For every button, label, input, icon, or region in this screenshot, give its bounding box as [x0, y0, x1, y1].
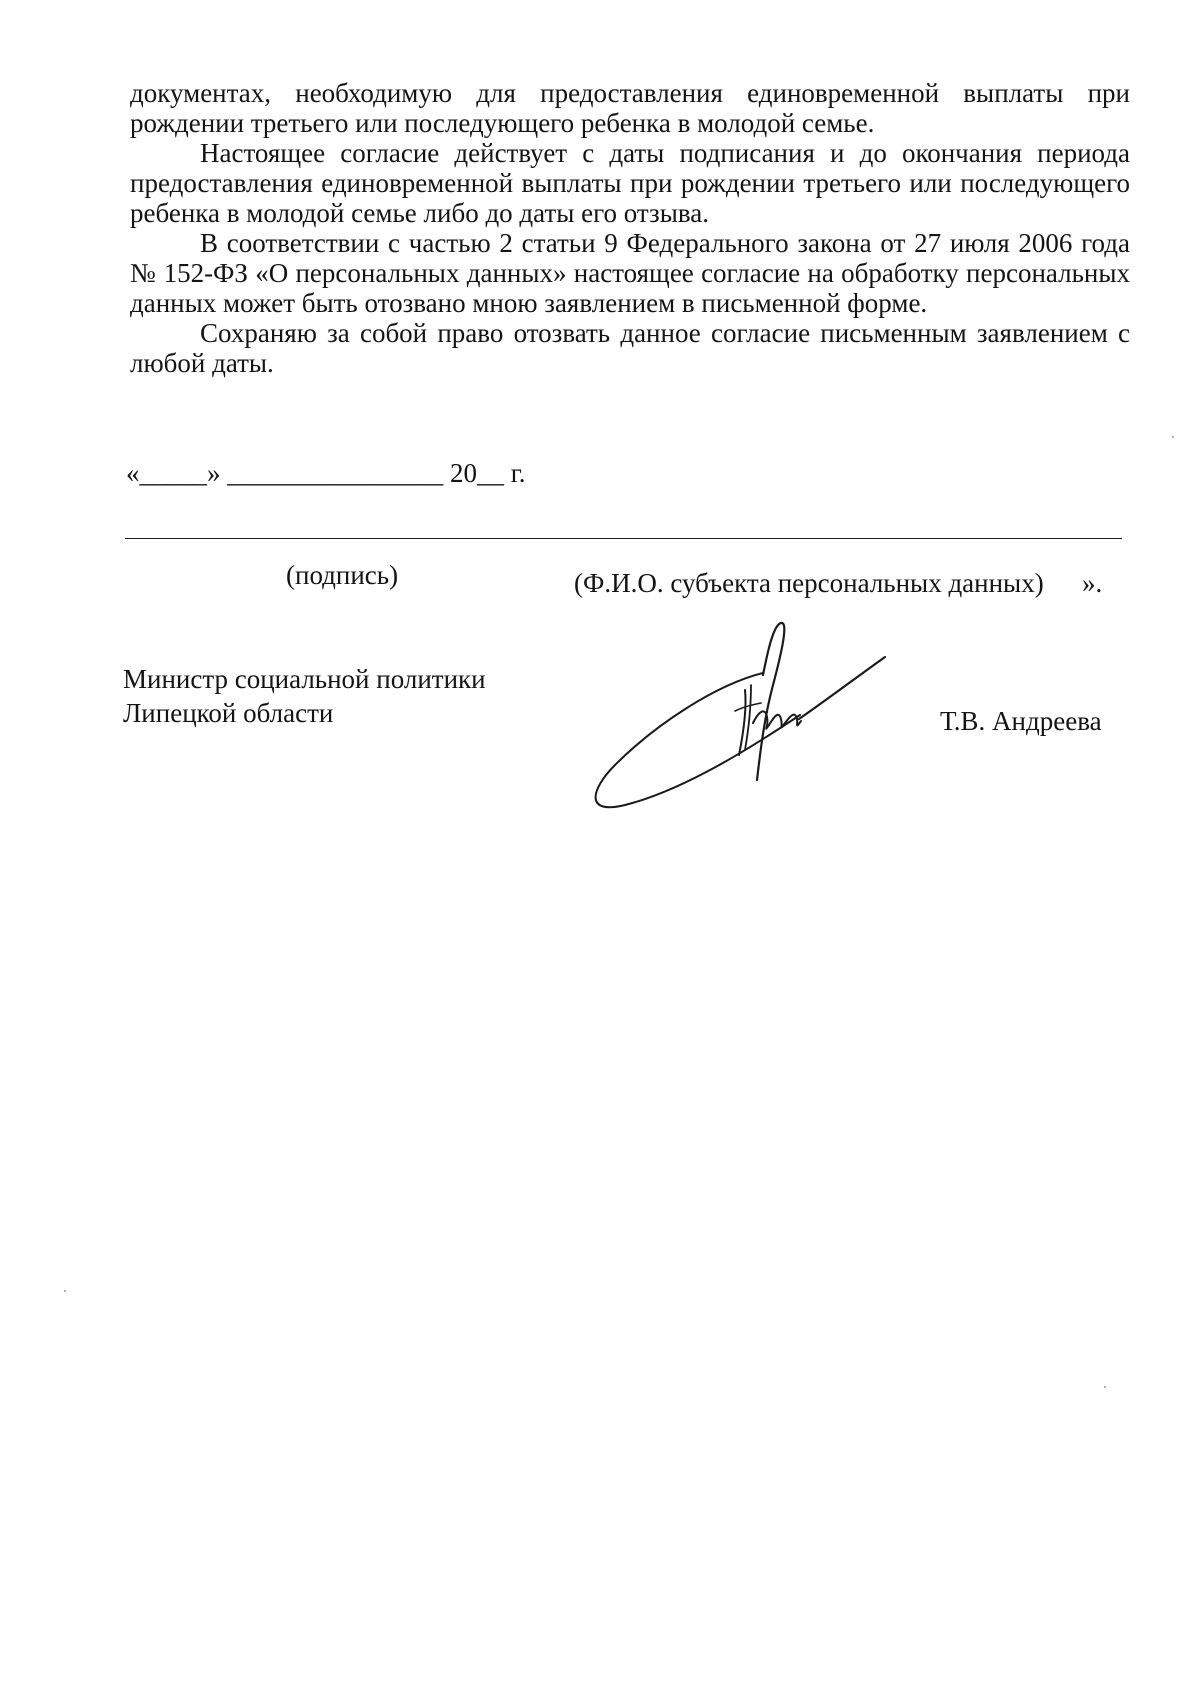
date-field-line: «_____» ________________ 20__ г.: [126, 458, 526, 488]
minister-title: [123, 662, 486, 730]
minister-title-line-2: Липецкой области: [123, 698, 334, 728]
paragraph-law-reference: В соответствии с частью 2 статьи 9 Федерального закона от 27 июля 2006 года № 152-ФЗ «О персональных данных» настоящее согласие на обработку персональных данных может быть отозвано мною заявлением в письменной форме.: [130, 228, 1130, 318]
paragraph-continuation: документах, необходимую для предоставления единовременной выплаты при рождении третьего или последующего ребенка в молодой семье.: [130, 78, 1130, 138]
minister-title-line-1: Министр социальной политики: [123, 664, 486, 694]
signature-line: [125, 538, 1122, 539]
full-name-caption: (Ф.И.О. субъекта персональных данных): [574, 568, 1044, 598]
scan-speck: [64, 1290, 66, 1292]
handwritten-signature-icon: [585, 615, 905, 815]
signer-name: Т.В. Андреева: [940, 706, 1102, 736]
signature-caption: (подпись): [286, 560, 399, 590]
closing-quote: ».: [1082, 568, 1103, 598]
scan-speck: [1104, 1386, 1106, 1388]
paragraph-withdrawal-right: Сохраняю за собой право отозвать данное согласие письменным заявлением с любой даты.: [130, 318, 1130, 378]
consent-body: [130, 78, 1130, 378]
paragraph-validity: Настоящее согласие действует с даты подписания и до окончания периода предоставления единовременной выплаты при рождении третьего или последующего ребенка в молодой семье либо до даты его отзыва.: [130, 138, 1130, 228]
scan-speck: [1172, 436, 1174, 438]
